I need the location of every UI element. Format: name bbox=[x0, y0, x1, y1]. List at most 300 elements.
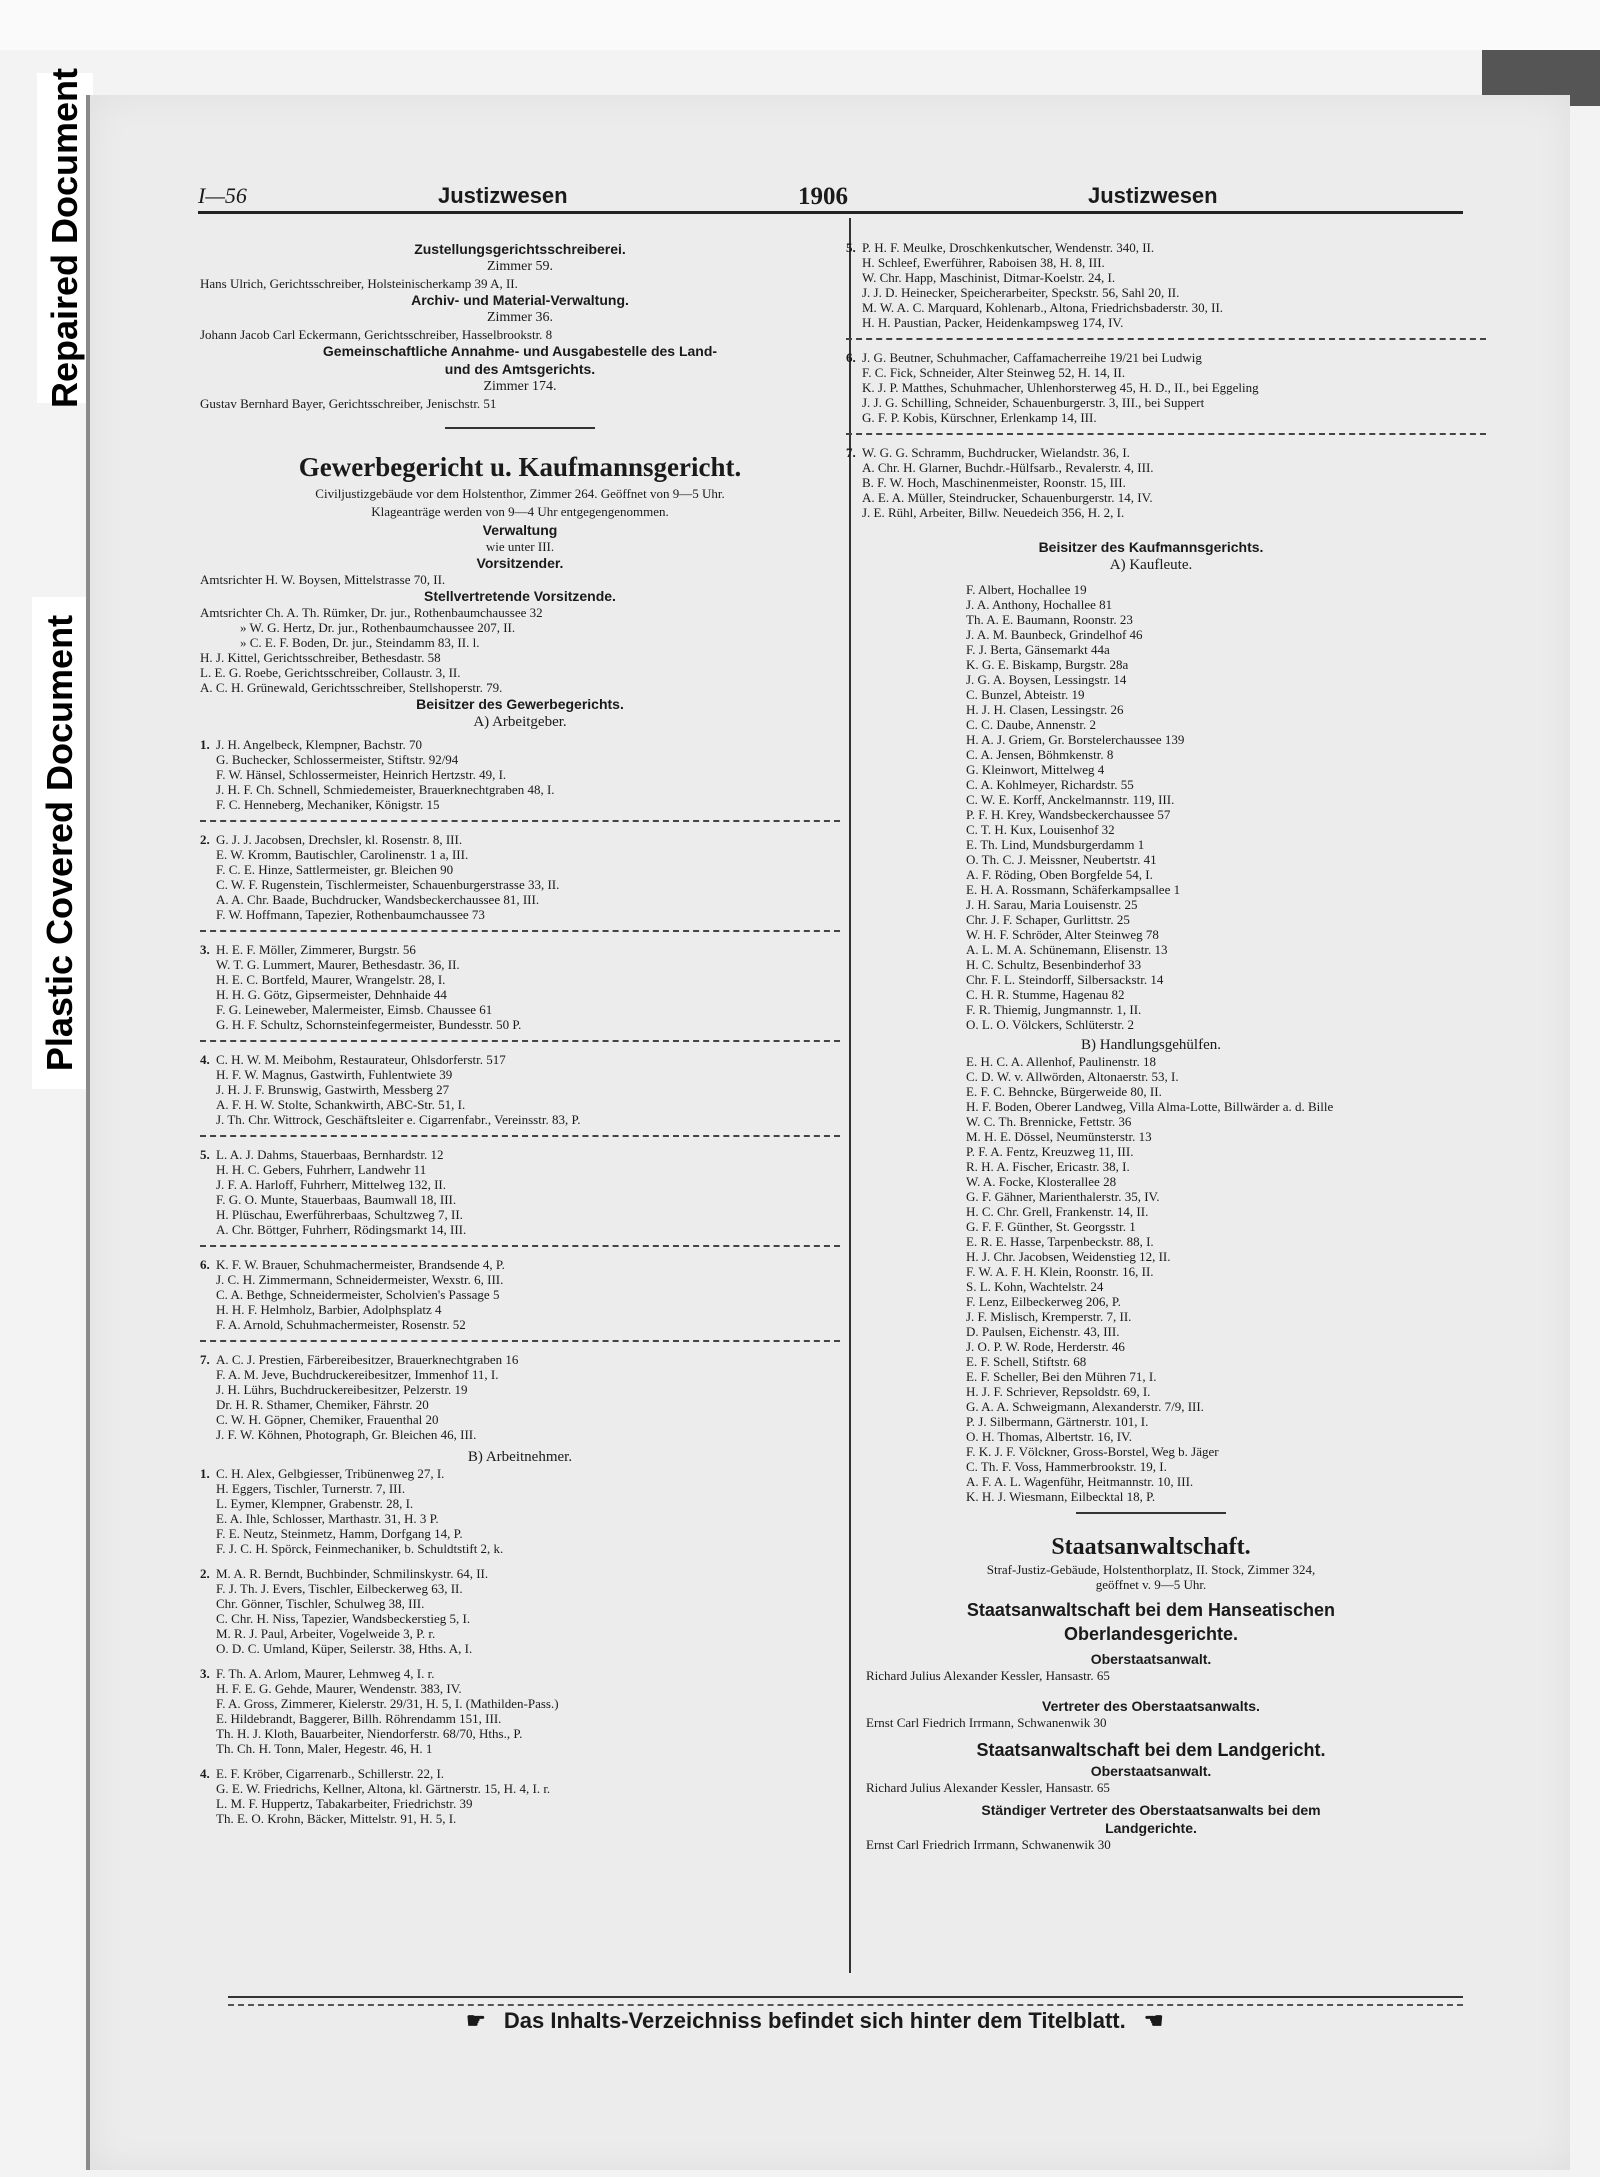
item-text: W. Chr. Happ, Maschinist, Ditmar-Koelstr. 24, I. bbox=[862, 270, 1116, 285]
list-group bbox=[846, 240, 1456, 330]
list-item bbox=[846, 240, 1456, 255]
list-item: C. A. Kohlmeyer, Richardstr. 55 bbox=[966, 777, 1134, 792]
list-item bbox=[200, 1626, 840, 1641]
group-number: 5. bbox=[846, 240, 856, 255]
item-text: J. H. Angelbeck, Klempner, Bachstr. 70 bbox=[216, 737, 422, 752]
group-number: 1. bbox=[200, 1466, 210, 1481]
gewerbe-desc-2: Klageanträge werden von 9—4 Uhr entgegengenommen. bbox=[371, 504, 669, 519]
section-rule bbox=[445, 427, 595, 429]
item-text: C. A. Bethge, Schneidermeister, Scholvien's Passage 5 bbox=[216, 1287, 500, 1302]
arbeitnehmer-title: B) Arbeitnehmer. bbox=[467, 1449, 573, 1465]
archiv-room: Zimmer 36. bbox=[486, 310, 554, 325]
list-item: S. L. Kohn, Wachtelstr. 24 bbox=[966, 1279, 1104, 1294]
staats-desc-2: geöffnet v. 9—5 Uhr. bbox=[1095, 1577, 1207, 1592]
list-group bbox=[846, 350, 1456, 425]
item-text: Chr. Gönner, Tischler, Schulweg 38, III. bbox=[216, 1596, 425, 1611]
group-number: 3. bbox=[200, 942, 210, 957]
list-item bbox=[200, 752, 840, 767]
group-number: 6. bbox=[200, 1257, 210, 1272]
item-text: G. H. F. Schultz, Schornsteinfegermeister, Bundesstr. 50 P. bbox=[216, 1017, 522, 1032]
list-item bbox=[846, 460, 1456, 475]
footer-dashed-rule bbox=[228, 2004, 1463, 2006]
item-text: Th. H. J. Kloth, Bauarbeiter, Niendorferstr. 68/70, Hths., P. bbox=[216, 1726, 523, 1741]
list-item bbox=[846, 395, 1456, 410]
list-item: E. Th. Lind, Mundsburgerdamm 1 bbox=[966, 837, 1145, 852]
item-text: Th. E. O. Krohn, Bäcker, Mittelstr. 91, H. 5, I. bbox=[216, 1811, 457, 1826]
item-text: W. G. G. Schramm, Buchdrucker, Wielandstr. 36, I. bbox=[862, 445, 1130, 460]
list-item bbox=[200, 1177, 840, 1192]
archiv-person: Johann Jacob Carl Eckermann, Gerichtsschreiber, Hasselbrookstr. 8 bbox=[200, 327, 553, 342]
verwaltung-title: Verwaltung bbox=[482, 522, 558, 538]
list-item: O. L. O. Völckers, Schlüterstr. 2 bbox=[966, 1017, 1135, 1032]
list-item: » W. G. Hertz, Dr. jur., Rothenbaumchaussee 207, II. bbox=[240, 620, 516, 635]
list-item: C. A. Jensen, Böhmkenstr. 8 bbox=[966, 747, 1114, 762]
list-item bbox=[846, 365, 1456, 380]
list-group bbox=[200, 942, 840, 1032]
kaufmannsgericht-title: Beisitzer des Kaufmannsgerichts. bbox=[1038, 539, 1264, 555]
list-item bbox=[200, 1526, 840, 1541]
list-item: E. F. Schell, Stiftstr. 68 bbox=[966, 1354, 1087, 1369]
list-item bbox=[200, 737, 840, 752]
gewerbe-desc-1: Civiljustizgebäude vor dem Holstenthor, Zimmer 264. Geöffnet von 9—5 Uhr. bbox=[315, 486, 725, 501]
item-text: F. A. M. Jeve, Buchdruckereibesitzer, Immenhof 11, I. bbox=[216, 1367, 499, 1382]
gemein-person: Gustav Bernhard Bayer, Gerichtsschreiber, Jenischstr. 51 bbox=[200, 396, 497, 411]
group-separator bbox=[200, 930, 840, 932]
list-item bbox=[200, 1741, 840, 1756]
list-item: W. H. F. Schröder, Alter Steinweg 78 bbox=[966, 927, 1159, 942]
item-text: H. F. E. G. Gehde, Maurer, Wendenstr. 383, IV. bbox=[216, 1681, 462, 1696]
list-item: K. H. J. Wiesmann, Eilbecktal 18, P. bbox=[966, 1489, 1156, 1504]
list-item: C. D. W. v. Allwörden, Altonaerstr. 53, I. bbox=[966, 1069, 1179, 1084]
arbeitgeber-groups bbox=[200, 737, 840, 1442]
item-text: G. F. P. Kobis, Kürschner, Erlenkamp 14, III. bbox=[862, 410, 1097, 425]
group-number: 3. bbox=[200, 1666, 210, 1681]
list-item: A. C. H. Grünewald, Gerichtsschreiber, Stellshoperstr. 79. bbox=[200, 680, 503, 695]
list-item: H. C. Schultz, Besenbinderhof 33 bbox=[966, 957, 1142, 972]
list-item: R. H. A. Fischer, Ericastr. 38, I. bbox=[966, 1159, 1130, 1174]
list-item bbox=[846, 410, 1456, 425]
list-item: H. F. Boden, Oberer Landweg, Villa Alma-Lotte, Billwärder a. d. Bille bbox=[966, 1099, 1334, 1114]
list-item bbox=[200, 1082, 840, 1097]
staendiger-person: Ernst Carl Friedrich Irrmann, Schwanenwik 30 bbox=[866, 1837, 1111, 1852]
list-item bbox=[200, 797, 840, 812]
list-item bbox=[200, 1427, 840, 1442]
list-item: H. J. Kittel, Gerichtsschreiber, Bethesdastr. 58 bbox=[200, 650, 441, 665]
item-text: J. J. D. Heinecker, Speicherarbeiter, Speckstr. 56, Sahl 20, II. bbox=[862, 285, 1180, 300]
item-text: H. H. G. Götz, Gipsermeister, Dehnhaide 44 bbox=[216, 987, 447, 1002]
item-text: K. J. P. Matthes, Schuhmacher, Uhlenhorsterweg 45, H. D., II., bei Eggeling bbox=[862, 380, 1259, 395]
group-number: 7. bbox=[200, 1352, 210, 1367]
page-number: I—56 bbox=[198, 183, 247, 208]
item-text: H. E. C. Bortfeld, Maurer, Wrangelstr. 28, I. bbox=[216, 972, 446, 987]
item-text: G. J. J. Jacobsen, Drechsler, kl. Rosenstr. 8, III. bbox=[216, 832, 463, 847]
list-item: P. J. Silbermann, Gärtnerstr. 101, I. bbox=[966, 1414, 1149, 1429]
list-item: L. E. G. Roebe, Gerichtsschreiber, Collaustr. 3, II. bbox=[200, 665, 461, 680]
header-year: 1906 bbox=[798, 183, 848, 210]
list-item: E. R. E. Hasse, Tarpenbeckstr. 88, I. bbox=[966, 1234, 1154, 1249]
oberstaatsanwalt-title: Oberstaatsanwalt. bbox=[1090, 1651, 1212, 1667]
list-group bbox=[200, 1352, 840, 1442]
item-text: L. Eymer, Klempner, Grabenstr. 28, I. bbox=[216, 1496, 414, 1511]
item-text: C. W. F. Rugenstein, Tischlermeister, Schauenburgerstrasse 33, II. bbox=[216, 877, 560, 892]
list-item bbox=[846, 445, 1456, 460]
list-item bbox=[200, 1272, 840, 1287]
list-item: E. H. C. A. Allenhof, Paulinenstr. 18 bbox=[966, 1054, 1156, 1069]
list-item: F. R. Thiemig, Jungmannstr. 1, II. bbox=[966, 1002, 1142, 1017]
item-text: J. Th. Chr. Wittrock, Geschäftsleiter e. Cigarrenfabr., Vereinsstr. 83, P. bbox=[216, 1112, 581, 1127]
list-item: C. C. Daube, Annenstr. 2 bbox=[966, 717, 1096, 732]
list-item bbox=[200, 832, 840, 847]
verwaltung-text: wie unter III. bbox=[485, 539, 555, 554]
land-oberstaatsanwalt-title: Oberstaatsanwalt. bbox=[1090, 1763, 1212, 1779]
list-item bbox=[200, 1017, 840, 1032]
vertreter-title: Vertreter des Oberstaatsanwalts. bbox=[1042, 1698, 1260, 1714]
item-text: E. A. Ihle, Schlosser, Marthastr. 31, H. 3 P. bbox=[216, 1511, 439, 1526]
footer-rule bbox=[228, 1996, 1463, 1998]
list-item bbox=[200, 1611, 840, 1626]
list-item bbox=[846, 350, 1456, 365]
list-item: C. W. E. Korff, Anckelmannstr. 119, III. bbox=[966, 792, 1175, 807]
list-item: E. F. C. Behncke, Bürgerweide 80, II. bbox=[966, 1084, 1162, 1099]
footer-text: Das Inhalts-Verzeichniss befindet sich hinter dem Titelblatt. bbox=[503, 2008, 1126, 2033]
list-item bbox=[200, 862, 840, 877]
list-item: P. F. A. Fentz, Kreuzweg 11, III. bbox=[966, 1144, 1134, 1159]
item-text: J. J. G. Schilling, Schneider, Schauenburgerstr. 3, III., bei Suppert bbox=[862, 395, 1205, 410]
item-text: M. R. J. Paul, Arbeiter, Vogelweide 3, P. r. bbox=[216, 1626, 436, 1641]
stellvertreter-list bbox=[200, 605, 840, 695]
list-item bbox=[200, 1666, 840, 1681]
header-right-title: Justizwesen bbox=[1088, 183, 1218, 208]
vorsitzender-title: Vorsitzender. bbox=[476, 555, 564, 571]
item-text: F. C. E. Hinze, Sattlermeister, gr. Bleichen 90 bbox=[216, 862, 454, 877]
group-number: 7. bbox=[846, 445, 856, 460]
list-item bbox=[846, 300, 1456, 315]
list-item bbox=[846, 270, 1456, 285]
list-item: H. J. Chr. Jacobsen, Weidenstieg 12, II. bbox=[966, 1249, 1171, 1264]
list-item bbox=[200, 1397, 840, 1412]
list-item: Amtsrichter Ch. A. Th. Rümker, Dr. jur., Rothenbaumchaussee 32 bbox=[200, 605, 543, 620]
list-item: J. F. Mislisch, Kremperstr. 7, II. bbox=[966, 1309, 1132, 1324]
list-item: Chr. J. F. Schaper, Gurlittstr. 25 bbox=[966, 912, 1130, 927]
list-item bbox=[200, 782, 840, 797]
list-item bbox=[200, 892, 840, 907]
list-item bbox=[200, 1511, 840, 1526]
list-item bbox=[200, 1781, 840, 1796]
list-item bbox=[200, 1162, 840, 1177]
landgericht-title: Staatsanwaltschaft bei dem Landgericht. bbox=[976, 1740, 1326, 1760]
list-item: J. A. Anthony, Hochallee 81 bbox=[966, 597, 1113, 612]
item-text: J. H. F. Ch. Schnell, Schmiedemeister, Brauerknechtgraben 48, I. bbox=[216, 782, 555, 797]
item-text: C. H. Alex, Gelbgiesser, Tribünenweg 27, I. bbox=[216, 1466, 445, 1481]
list-group bbox=[200, 1052, 840, 1127]
list-item: O. H. Thomas, Albertstr. 16, IV. bbox=[966, 1429, 1132, 1444]
list-item: P. F. H. Krey, Wandsbeckerchaussee 57 bbox=[966, 807, 1171, 822]
list-item bbox=[200, 1566, 840, 1581]
list-item: A. F. Röding, Oben Borgfelde 54, I. bbox=[966, 867, 1153, 882]
list-group bbox=[200, 1666, 840, 1756]
group-number: 4. bbox=[200, 1766, 210, 1781]
item-text: A. F. H. W. Stolte, Schankwirth, ABC-Str. 51, I. bbox=[216, 1097, 466, 1112]
group-number: 2. bbox=[200, 832, 210, 847]
list-item bbox=[846, 475, 1456, 490]
pointing-hand-icon: ☛ bbox=[466, 2008, 486, 2033]
list-item bbox=[200, 1766, 840, 1781]
kaufleute-title: A) Kaufleute. bbox=[1109, 557, 1193, 573]
item-text: M. W. A. C. Marquard, Kohlenarb., Altona, Friedrichsbaderstr. 30, II. bbox=[862, 300, 1224, 315]
header-left-title: Justizwesen bbox=[438, 183, 568, 208]
list-item: » C. E. F. Boden, Dr. jur., Steindamm 83, II. l. bbox=[240, 635, 480, 650]
list-item bbox=[200, 1052, 840, 1067]
land-oberstaatsanwalt-person: Richard Julius Alexander Kessler, Hansastr. 65 bbox=[866, 1780, 1110, 1795]
list-item bbox=[200, 1541, 840, 1556]
item-text: L. A. J. Dahms, Stauerbaas, Bernhardstr. 12 bbox=[216, 1147, 444, 1162]
list-item: H. A. J. Griem, Gr. Borstelerchaussee 139 bbox=[966, 732, 1185, 747]
item-text: W. T. G. Lummert, Maurer, Bethesdastr. 36, II. bbox=[216, 957, 460, 972]
list-item bbox=[200, 1796, 840, 1811]
list-item: M. H. E. Dössel, Neumünsterstr. 13 bbox=[966, 1129, 1152, 1144]
list-item bbox=[200, 972, 840, 987]
list-item: E. H. A. Rossmann, Schäferkampsallee 1 bbox=[966, 882, 1181, 897]
right-column bbox=[846, 240, 1456, 1852]
item-text: H. Schleef, Ewerführer, Raboisen 38, H. 8, III. bbox=[862, 255, 1105, 270]
list-item bbox=[846, 380, 1456, 395]
handlung-title: B) Handlungsgehülfen. bbox=[1081, 1037, 1221, 1053]
group-number: 5. bbox=[200, 1147, 210, 1162]
item-text: F. C. Henneberg, Mechaniker, Königstr. 15 bbox=[216, 797, 440, 812]
list-item: F. K. J. F. Völckner, Gross-Borstel, Weg b. Jäger bbox=[966, 1444, 1219, 1459]
list-item: A. L. M. A. Schünemann, Elisenstr. 13 bbox=[966, 942, 1168, 957]
list-item bbox=[200, 1811, 840, 1826]
list-item: C. Th. F. Voss, Hammerbrookstr. 19, I. bbox=[966, 1459, 1167, 1474]
list-item bbox=[200, 987, 840, 1002]
item-text: F. W. Hänsel, Schlossermeister, Heinrich Hertzstr. 49, I. bbox=[216, 767, 507, 782]
item-text: F. W. Hoffmann, Tapezier, Rothenbaumchaussee 73 bbox=[216, 907, 485, 922]
list-item bbox=[200, 1466, 840, 1481]
item-text: E. W. Kromm, Bautischler, Carolinenstr. 1 a, III. bbox=[216, 847, 469, 862]
list-item bbox=[200, 1496, 840, 1511]
item-text: E. Hildebrandt, Baggerer, Billh. Röhrendamm 151, III. bbox=[216, 1711, 502, 1726]
list-item: H. C. Chr. Grell, Frankenstr. 14, II. bbox=[966, 1204, 1149, 1219]
list-item: J. G. A. Boysen, Lessingstr. 14 bbox=[966, 672, 1127, 687]
list-item bbox=[200, 1222, 840, 1237]
list-item bbox=[200, 767, 840, 782]
handlung-list bbox=[846, 1054, 1456, 1504]
item-text: F. A. Gross, Zimmerer, Kielerstr. 29/31, H. 5, I. (Mathilden-Pass.) bbox=[216, 1696, 559, 1711]
list-item bbox=[200, 1097, 840, 1112]
item-text: J. C. H. Zimmermann, Schneidermeister, Wexstr. 6, III. bbox=[216, 1272, 504, 1287]
stellvertreter-title: Stellvertretende Vorsitzende. bbox=[424, 588, 616, 604]
list-group bbox=[200, 1466, 840, 1556]
item-text: G. E. W. Friedrichs, Kellner, Altona, kl. Gärtnerstr. 15, H. 4, I. r. bbox=[216, 1781, 551, 1796]
item-text: H. H. F. Helmholz, Barbier, Adolphsplatz 4 bbox=[216, 1302, 442, 1317]
item-text: H. Eggers, Tischler, Turnerstr. 7, III. bbox=[216, 1481, 406, 1496]
list-item bbox=[200, 942, 840, 957]
item-text: F. A. Arnold, Schuhmachermeister, Rosenstr. 52 bbox=[216, 1317, 466, 1332]
list-item bbox=[200, 1367, 840, 1382]
list-item bbox=[200, 1002, 840, 1017]
item-text: J. H. J. F. Brunswig, Gastwirth, Messberg 27 bbox=[216, 1082, 450, 1097]
item-text: H. Plüschau, Ewerführerbaas, Schultzweg 7, II. bbox=[216, 1207, 463, 1222]
footer-note bbox=[460, 2008, 1260, 2034]
list-item bbox=[200, 1382, 840, 1397]
list-item: O. Th. C. J. Meissner, Neubertstr. 41 bbox=[966, 852, 1157, 867]
item-text: J. H. Lührs, Buchdruckereibesitzer, Pelzerstr. 19 bbox=[216, 1382, 468, 1397]
group-separator bbox=[200, 1340, 840, 1342]
plastic-covered-tab: Plastic Covered Document bbox=[32, 597, 88, 1089]
list-item: Chr. F. L. Steindorff, Silbersackstr. 14 bbox=[966, 972, 1164, 987]
list-item bbox=[200, 1681, 840, 1696]
group-number: 4. bbox=[200, 1052, 210, 1067]
list-item: G. F. Gähner, Marienthalerstr. 35, IV. bbox=[966, 1189, 1160, 1204]
top-margin bbox=[0, 0, 1600, 50]
staendiger-title-1: Ständiger Vertreter des Oberstaatsanwalts bei dem bbox=[981, 1802, 1321, 1818]
list-item bbox=[200, 1257, 840, 1272]
list-item: H. J. F. Schriever, Repsoldstr. 69, I. bbox=[966, 1384, 1151, 1399]
zustellung-title: Zustellungsgerichtsschreiberei. bbox=[414, 241, 626, 257]
group-separator bbox=[200, 1040, 840, 1042]
gemein-title-1: Gemeinschaftliche Annahme- und Ausgabestelle des Land- bbox=[322, 343, 718, 359]
item-text: M. A. R. Berndt, Buchbinder, Schmilinskystr. 64, II. bbox=[216, 1566, 489, 1581]
list-item bbox=[200, 1302, 840, 1317]
oberstaatsanwalt-person: Richard Julius Alexander Kessler, Hansastr. 65 bbox=[866, 1668, 1110, 1683]
list-item: D. Paulsen, Eichenstr. 43, III. bbox=[966, 1324, 1120, 1339]
item-text: K. F. W. Brauer, Schuhmachermeister, Brandsende 4, P. bbox=[216, 1257, 505, 1272]
list-item bbox=[200, 1287, 840, 1302]
list-item bbox=[846, 505, 1456, 520]
page-header bbox=[198, 183, 1463, 213]
list-item: F. Albert, Hochallee 19 bbox=[966, 582, 1087, 597]
list-item bbox=[200, 1067, 840, 1082]
gemein-room: Zimmer 174. bbox=[483, 379, 557, 394]
group-separator bbox=[200, 1245, 840, 1247]
list-item bbox=[200, 1317, 840, 1332]
list-group bbox=[200, 737, 840, 812]
header-rule bbox=[198, 211, 1463, 214]
list-item: K. G. E. Biskamp, Burgstr. 28a bbox=[966, 657, 1129, 672]
zustellung-person: Hans Ulrich, Gerichtsschreiber, Holsteinischerkamp 39 A, II. bbox=[200, 276, 518, 291]
list-item bbox=[200, 1352, 840, 1367]
list-item bbox=[200, 1641, 840, 1656]
list-item bbox=[200, 957, 840, 972]
item-text: H. H. C. Gebers, Fuhrherr, Landwehr 11 bbox=[216, 1162, 427, 1177]
section-rule bbox=[1076, 1512, 1226, 1514]
group-number: 6. bbox=[846, 350, 856, 365]
list-item: G. Kleinwort, Mittelweg 4 bbox=[966, 762, 1105, 777]
item-text: F. J. C. H. Spörck, Feinmechaniker, b. Schuldtstift 2, k. bbox=[216, 1541, 504, 1556]
pointing-hand-icon: ☚ bbox=[1143, 2008, 1164, 2033]
item-text: F. E. Neutz, Steinmetz, Hamm, Dorfgang 14, P. bbox=[216, 1526, 463, 1541]
list-item: Th. A. E. Baumann, Roonstr. 23 bbox=[966, 612, 1133, 627]
item-text: P. H. F. Meulke, Droschkenkutscher, Wendenstr. 340, II. bbox=[862, 240, 1155, 255]
list-item bbox=[200, 1207, 840, 1222]
item-text: A. C. J. Prestien, Färbereibesitzer, Brauerknechtgraben 16 bbox=[216, 1352, 519, 1367]
item-text: F. C. Fick, Schneider, Alter Steinweg 52, H. 14, II. bbox=[862, 365, 1126, 380]
gewerbe-title: Gewerbegericht u. Kaufmannsgericht. bbox=[298, 452, 742, 482]
kaufleute-list bbox=[846, 582, 1456, 1032]
archiv-title: Archiv- und Material-Verwaltung. bbox=[411, 292, 629, 308]
zustellung-room: Zimmer 59. bbox=[486, 259, 554, 274]
list-group bbox=[200, 1766, 840, 1826]
list-group bbox=[846, 445, 1456, 520]
item-text: H. H. Paustian, Packer, Heidenkampsweg 174, IV. bbox=[862, 315, 1124, 330]
item-text: G. Buchecker, Schlossermeister, Stiftstr. 92/94 bbox=[216, 752, 459, 767]
list-item bbox=[200, 1596, 840, 1611]
list-item bbox=[846, 490, 1456, 505]
vertreter-person: Ernst Carl Fiedrich Irrmann, Schwanenwik 30 bbox=[866, 1715, 1107, 1730]
list-item bbox=[846, 285, 1456, 300]
item-text: B. F. W. Hoch, Maschinenmeister, Roonstr. 15, III. bbox=[862, 475, 1126, 490]
list-item: J. O. P. W. Rode, Herderstr. 46 bbox=[966, 1339, 1125, 1354]
list-item: C. H. R. Stumme, Hagenau 82 bbox=[966, 987, 1125, 1002]
list-item: E. F. Scheller, Bei den Mühren 71, I. bbox=[966, 1369, 1157, 1384]
item-text: J. F. A. Harloff, Fuhrherr, Mittelweg 132, II. bbox=[216, 1177, 447, 1192]
arbeitgeber-title: A) Arbeitgeber. bbox=[473, 714, 567, 730]
list-item bbox=[200, 1711, 840, 1726]
item-text: C. H. W. M. Meibohm, Restaurateur, Ohlsdorferstr. 517 bbox=[216, 1052, 506, 1067]
list-item: J. H. Sarau, Maria Louisenstr. 25 bbox=[966, 897, 1138, 912]
list-item bbox=[846, 315, 1456, 330]
group-number: 1. bbox=[200, 737, 210, 752]
item-text: Th. Ch. H. Tonn, Maler, Hegestr. 46, H. 1 bbox=[216, 1741, 433, 1756]
beisitzer-gewerbe-title: Beisitzer des Gewerbegerichts. bbox=[416, 696, 624, 712]
list-item bbox=[200, 1147, 840, 1162]
list-item bbox=[200, 907, 840, 922]
arbeitnehmer-groups bbox=[200, 1466, 840, 1826]
list-item: J. A. M. Baunbeck, Grindelhof 46 bbox=[966, 627, 1143, 642]
list-item: W. C. Th. Brennicke, Fettstr. 36 bbox=[966, 1114, 1132, 1129]
item-text: O. D. C. Umland, Küper, Seilerstr. 38, Hths. A, I. bbox=[216, 1641, 473, 1656]
item-text: F. G. Leineweber, Malermeister, Eimsb. Chaussee 61 bbox=[216, 1002, 493, 1017]
item-text: F. G. O. Munte, Stauerbaas, Baumwall 18, III. bbox=[216, 1192, 457, 1207]
item-text: J. G. Beutner, Schuhmacher, Caffamacherreihe 19/21 bei Ludwig bbox=[862, 350, 1202, 365]
group-number: 2. bbox=[200, 1566, 210, 1581]
left-column bbox=[200, 240, 840, 1826]
item-text: A. Chr. Böttger, Fuhrherr, Rödingsmarkt 14, III. bbox=[216, 1222, 467, 1237]
staats-desc-1: Straf-Justiz-Gebäude, Holstenthorplatz, II. Stock, Zimmer 324, bbox=[986, 1562, 1316, 1577]
list-item: F. W. A. F. H. Klein, Roonstr. 16, II. bbox=[966, 1264, 1154, 1279]
list-group bbox=[200, 1147, 840, 1237]
item-text: Dr. H. R. Sthamer, Chemiker, Fährstr. 20 bbox=[216, 1397, 429, 1412]
item-text: F. J. Th. J. Evers, Tischler, Eilbeckerweg 63, II. bbox=[216, 1581, 463, 1596]
ober-title-1: Staatsanwaltschaft bei dem Hanseatischen bbox=[966, 1600, 1336, 1620]
item-text: C. W. H. Göpner, Chemiker, Frauenthal 20 bbox=[216, 1412, 439, 1427]
item-text: H. E. F. Möller, Zimmerer, Burgstr. 56 bbox=[216, 942, 416, 957]
list-item bbox=[200, 1581, 840, 1596]
group-separator bbox=[846, 433, 1486, 435]
item-text: C. Chr. H. Niss, Tapezier, Wandsbeckerstieg 5, I. bbox=[216, 1611, 471, 1626]
list-item: H. J. H. Clasen, Lessingstr. 26 bbox=[966, 702, 1124, 717]
item-text: L. M. F. Huppertz, Tabakarbeiter, Friedrichstr. 39 bbox=[216, 1796, 473, 1811]
list-item: C. T. H. Kux, Louisenhof 32 bbox=[966, 822, 1115, 837]
list-item: C. Bunzel, Abteistr. 19 bbox=[966, 687, 1085, 702]
item-text: J. F. W. Köhnen, Photograph, Gr. Bleichen 46, III. bbox=[216, 1427, 477, 1442]
list-item bbox=[200, 847, 840, 862]
vorsitzender-text: Amtsrichter H. W. Boysen, Mittelstrasse 70, II. bbox=[200, 572, 446, 587]
group-separator bbox=[200, 1135, 840, 1137]
arbeitnehmer-continued bbox=[846, 240, 1456, 520]
staendiger-title-2: Landgerichte. bbox=[1105, 1820, 1197, 1836]
list-item: W. A. Focke, Klosterallee 28 bbox=[966, 1174, 1117, 1189]
item-text: H. F. W. Magnus, Gastwirth, Fuhlentwiete 39 bbox=[216, 1067, 453, 1082]
item-text: J. E. Rühl, Arbeiter, Billw. Neuedeich 356, H. 2, I. bbox=[862, 505, 1125, 520]
staatsanwaltschaft-title: Staatsanwaltschaft. bbox=[1051, 1534, 1251, 1560]
repaired-document-tab: Repaired Document bbox=[37, 73, 93, 403]
list-item: G. F. F. Günther, St. Georgsstr. 1 bbox=[966, 1219, 1136, 1234]
item-text: F. Th. A. Arlom, Maurer, Lehmweg 4, I. r. bbox=[216, 1666, 435, 1681]
list-group bbox=[200, 1566, 840, 1656]
list-item bbox=[200, 877, 840, 892]
list-item: F. J. Berta, Gänsemarkt 44a bbox=[966, 642, 1110, 657]
